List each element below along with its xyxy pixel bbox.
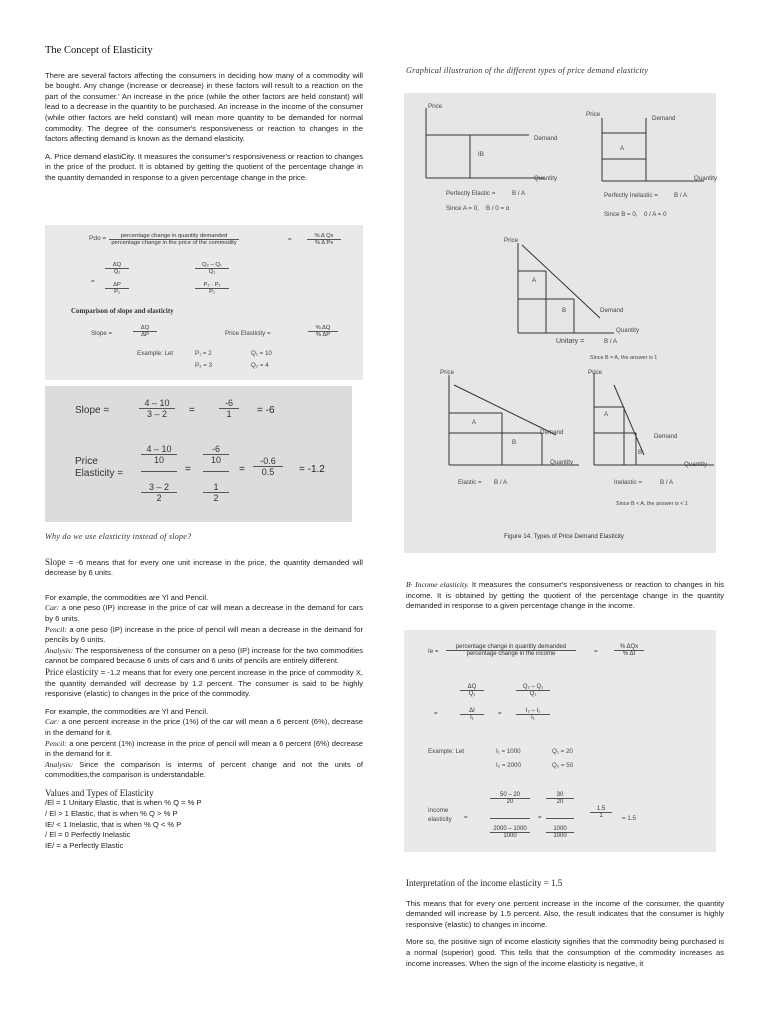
- interpretation-1: This means that for every one percent increase in the income of the consumer, the quantity demanded will increase by 1.5 percent. Also, the result indicates that the consumer is highly responsive (elastic) to changes in income.: [406, 898, 724, 929]
- pe-demand-label: Demand: [534, 135, 558, 142]
- pe-a-num: 4 – 10: [141, 444, 177, 455]
- analysis-2-lead: Analysis:: [45, 759, 74, 769]
- why-heading: Why do we use elasticity instead of slope?: [45, 532, 192, 541]
- pe-label: Price Elasticity =: [225, 330, 271, 337]
- pdo-denominator: percentage change in the price of the commodity: [111, 240, 237, 246]
- q1b: Q₁: [208, 269, 216, 275]
- analysis-2-text: Since the comparison is interms of percent change and not the units of commodities,the comparison is understandable.: [45, 759, 363, 780]
- ie-i1-value: I₁ = 1000: [496, 748, 521, 755]
- since-b-zero-eq: 0 / A = 0: [644, 211, 667, 218]
- in-b-label: B: [638, 449, 643, 456]
- el-a-label: A: [472, 419, 477, 426]
- pi-a-label: A: [620, 145, 625, 152]
- income-definition: [406, 580, 724, 612]
- di-over-i1: [460, 708, 484, 721]
- dp: ΔP: [105, 282, 129, 289]
- elastic-frac: B / A: [494, 479, 508, 486]
- ie-a-den: 20: [506, 799, 514, 805]
- pe-d-den: 2: [213, 493, 219, 503]
- unitary-label: Unitary =: [556, 338, 585, 345]
- car-1-text: a one peso (IP) increase in the price of car will mean a decrease in the demand for cars by 6 units.: [45, 603, 363, 623]
- ie-ratio-den: % ΔI: [622, 651, 636, 657]
- graph-heading: Graphical illustration of the different types of price demand elasticity: [406, 66, 649, 75]
- car-2: [45, 717, 363, 738]
- ie-c-num: 30: [546, 792, 574, 799]
- pdo-label: Pdo =: [89, 235, 107, 242]
- ie-eq-2: =: [434, 710, 438, 717]
- ie-ratio: [614, 644, 644, 657]
- perfectly-elastic-label: Perfectly Elastic =: [446, 190, 496, 197]
- ie-eq-3: =: [498, 710, 502, 717]
- since-a-zero-eq: B / 0 = α: [486, 205, 510, 212]
- ie-i-diff: [516, 708, 550, 721]
- since-b-a: Since B = A, the answer is 1: [590, 355, 658, 361]
- graph-lines: [426, 108, 714, 465]
- interpretation-heading: Interpretation of the income elasticity = 1.5: [406, 878, 563, 888]
- interpretation-2: More so, the positive sign of income elasticity signifies that the commodity being purchased is a normal (superior) good. This tells that the consumption of the commodity increases as income increases. When the sign of the income elasticity is negative, it: [406, 937, 724, 968]
- price-elasticity-definition: A. Price demand elastiCity. It measures the consumer's responsiveness or reaction to changes in the price of the product. It is obtained by getting the quotient of the percentage change in the quantity demanded in response to a given percentage change in the price.: [45, 151, 363, 182]
- ratio-den: % Δ Px: [314, 240, 334, 246]
- income-def-text: It measures the consumer's responsiveness or reaction to changes in his income. It is obtained by getting the quotient of the percentage change in the quantity demanded in response to a given percentage change in the income.: [406, 580, 725, 611]
- slope-fraction: [133, 325, 157, 338]
- un-a-label: A: [532, 277, 537, 284]
- perfectly-inelastic-frac: B / A: [674, 192, 688, 199]
- slope-label: Slope =: [91, 330, 113, 337]
- pe-lead: Price elasticity: [45, 666, 99, 677]
- perfectly-elastic-frac: B / A: [512, 190, 526, 197]
- ratio-num: % Δ Qx: [307, 233, 341, 240]
- un-quantity-label: Quantity: [616, 327, 640, 334]
- ie-ratio-num: % ΔQx: [614, 644, 644, 651]
- pe-main-bar-left: [141, 471, 177, 472]
- pe-main-bar-mid: [203, 471, 229, 472]
- car-2-lead: Car:: [45, 717, 60, 727]
- analysis-2: [45, 760, 363, 781]
- ie-c-frac: [546, 792, 574, 805]
- ie-d-den: 1000: [553, 833, 567, 839]
- in-demand-label: Demand: [654, 433, 678, 440]
- ie-a-num: 50 – 20: [490, 792, 530, 799]
- ie-eq-5: =: [538, 814, 542, 821]
- m6-num: -6: [219, 398, 239, 409]
- equals-sign-2: =: [91, 278, 95, 285]
- income-elasticity-formula-image: [404, 630, 716, 852]
- ie-label-2: elasticity: [428, 816, 452, 823]
- ie-b-den: 1000: [503, 833, 517, 839]
- slope-text: = -6 means that for every one unit increase in the price, the quantity demanded will decrease by 6 units.: [45, 557, 363, 578]
- values-heading: Values and Types of Elasticity: [45, 787, 154, 798]
- m6-frac: [219, 398, 239, 419]
- p1: P₁: [114, 289, 120, 295]
- ie-num: percentage change in quantity demanded: [446, 644, 576, 651]
- example-2: For example, the commodities are Yl and Pencil.: [45, 706, 209, 716]
- analysis-1-text: The responsiveness of the consumer on a peso (IP) increase for the two commodities cannot be compared because 6 units of cars and 6 units of pencils are entirely different.: [45, 645, 363, 666]
- p2-value: P₂ = 3: [195, 362, 213, 369]
- qdiff: Q₂ – Q₁: [195, 262, 229, 269]
- slope-lead: Slope: [45, 556, 66, 567]
- el-price-label: Price: [440, 369, 455, 376]
- inelastic-frac: B / A: [660, 479, 674, 486]
- price-elasticity-formula-image: [45, 225, 363, 380]
- pe-b-den: 2: [156, 493, 162, 503]
- slope-result: = -6: [257, 405, 275, 416]
- in-a-label: A: [604, 411, 609, 418]
- pe-fraction: [308, 325, 338, 338]
- pe-price-label: Price: [428, 103, 443, 110]
- pe-b-num: 3 – 2: [141, 482, 177, 493]
- pencil-2-text: a one percent (1%) increase in the price of pencil will mean a 6 percent (6%) decrease in the demand for it.: [45, 738, 363, 759]
- slope-calc-frac: [139, 398, 175, 419]
- ie-a-frac: [490, 792, 530, 805]
- ie-b-num: 2000 – 1000: [490, 826, 530, 833]
- pe-a-frac: [141, 444, 177, 465]
- ie-q1: Q₁: [468, 691, 476, 697]
- s-num: ΔQ: [133, 325, 157, 332]
- ie-q1-value: Q₁ = 20: [552, 748, 573, 755]
- un-price-label: Price: [504, 237, 519, 244]
- p1b: P₁: [209, 289, 215, 295]
- ie-q1b: Q₁: [529, 691, 537, 697]
- pe-calc-label-1: Price: [75, 456, 98, 467]
- left-column-lower: [45, 532, 363, 851]
- ie-label-1: Income: [428, 807, 449, 814]
- pe-ib-label: IB: [478, 151, 484, 158]
- ie-fraction: [446, 644, 576, 657]
- type-item: /El = 1 Unitary Elastic, that is when % Q = % P: [45, 798, 202, 808]
- in-demand-line: [614, 385, 644, 455]
- ie-i1b: I₁: [531, 715, 535, 721]
- pe-c-den: 10: [210, 455, 221, 465]
- type-item: IE/ = a Perfectly Elastic: [45, 840, 124, 850]
- slope-calc-label: Slope =: [75, 405, 110, 416]
- interpretation-section: [406, 878, 724, 969]
- slope-eq: =: [189, 405, 195, 416]
- pe-den: % ΔP: [315, 332, 331, 338]
- perfectly-inelastic-label: Perfectly Inelastic =: [604, 192, 658, 199]
- pi-quantity-label: Quantity: [694, 175, 718, 182]
- dq-over-q1: [460, 684, 484, 697]
- dp-over-p: [105, 282, 129, 295]
- pe-num: % ΔQ: [308, 325, 338, 332]
- ie-e-den: 1: [599, 813, 603, 819]
- pencil-1-lead: Pencil:: [45, 624, 67, 634]
- el-demand-line: [454, 385, 556, 435]
- elastic-label: Elastic =: [458, 479, 482, 486]
- pi-price-label: Price: [586, 111, 601, 118]
- analysis-1-lead: Analysis:: [45, 645, 74, 655]
- pi-demand-label: Demand: [652, 115, 676, 122]
- p-diff: [195, 282, 229, 295]
- ie-di: ΔI: [460, 708, 484, 715]
- ie-b-frac: [490, 826, 530, 839]
- el-quantity-label: Quantity: [550, 459, 574, 466]
- car-2-text: a one percent increase in the price (1%) of the car will mean a 6 percent (6%), decrease in the demand for it.: [45, 717, 363, 737]
- ie-eq: =: [594, 648, 598, 655]
- ie-e-frac: [590, 806, 612, 819]
- pe-text: = -1.2 means that for every one percent increase in the price of commodity X, the quantity demanded will decrease by 1.2 percent. The consumer is said to be highly responsive (elastic) to changes in the price of the commodity.: [45, 667, 364, 699]
- comparison-heading: Comparison of slope and elasticity: [71, 307, 174, 315]
- pe-e-num: -0.6: [253, 456, 283, 467]
- type-item: / El > 1 Elastic, that is when % Q > % P: [45, 809, 178, 819]
- q1-value: Q₁ = 10: [251, 350, 272, 357]
- ie-e-num: 1.5: [590, 806, 612, 813]
- slope-calc-den: 3 – 2: [146, 409, 168, 419]
- pe-a-den: 10: [153, 455, 164, 465]
- m6-den: 1: [226, 409, 232, 419]
- since-b-zero: Since B = 0,: [604, 211, 638, 218]
- unitary-frac: B / A: [604, 338, 618, 345]
- analysis-1: [45, 646, 363, 667]
- pdo-numerator: percentage change in quantity demanded: [109, 233, 239, 240]
- pe-d-num: 1: [203, 482, 229, 493]
- example-1: For example, the commodities are Yl and Pencil.: [45, 592, 209, 602]
- pencil-2-lead: Pencil:: [45, 738, 67, 748]
- slope-vs-elasticity-calc-image: [45, 386, 352, 522]
- ie-q-diff: [516, 684, 550, 697]
- un-demand-label: Demand: [600, 307, 624, 314]
- income-elasticity-label: [428, 806, 452, 824]
- inelastic-label: Inelastic =: [614, 479, 643, 486]
- pe-c-frac: [203, 444, 229, 465]
- since-a-zero: Since A = 0,: [446, 205, 479, 212]
- figure-caption: Figure 14. Types of Price Demand Elasticity: [504, 533, 624, 540]
- in-quantity-label: Quantity: [684, 461, 708, 468]
- page-title: The Concept of Elasticity: [45, 45, 153, 56]
- pe-e-frac: [253, 456, 283, 477]
- pencil-2: [45, 739, 363, 760]
- el-demand-label: Demand: [540, 429, 564, 436]
- car-1: [45, 603, 363, 624]
- pencil-1-text: a one peso (IP) increase in the price of pencil will mean a decrease in the demand for pencils by 6 units.: [45, 624, 363, 645]
- q-diff: [195, 262, 229, 275]
- pe-calc-label: [75, 456, 123, 480]
- un-b-label: B: [562, 307, 567, 314]
- income-section: [406, 580, 724, 612]
- q2-value: Q₂ = 4: [251, 362, 269, 369]
- slope-explanation: [45, 557, 363, 579]
- pe-c-num: -6: [203, 444, 229, 455]
- ie-example: Example: Let: [428, 748, 465, 755]
- ie-main-bar-mid: [546, 818, 574, 819]
- slope-calc-num: 4 – 10: [139, 398, 175, 409]
- dq-over-q: [105, 262, 129, 275]
- ie-d-frac: [546, 826, 574, 839]
- pe-result: = -1.2: [299, 464, 325, 475]
- q1: Q₁: [113, 269, 121, 275]
- ie-eq-4: =: [464, 814, 468, 821]
- ie-main-bar-left: [490, 818, 530, 819]
- s-den: ΔP: [141, 332, 149, 338]
- pencil-1: [45, 625, 363, 646]
- p1-value: P₁ = 2: [195, 350, 212, 357]
- ie-i1: I₁: [470, 715, 474, 721]
- pdo-fraction: [109, 233, 239, 246]
- pe-eq-2: =: [239, 464, 245, 475]
- ie-qd: Q₂ – Q₁: [516, 684, 550, 691]
- ie-c-den: 20: [556, 799, 564, 805]
- ie-den: percentage change in the income: [466, 651, 556, 657]
- since-b-less-a: Since B < A, the answer is < 1: [616, 501, 688, 507]
- car-1-lead: Car:: [45, 603, 60, 613]
- left-column: [45, 46, 363, 184]
- pe-d-frac: [203, 482, 229, 503]
- elasticity-graphs-image: [404, 93, 716, 553]
- in-price-label: Price: [588, 369, 603, 376]
- ie-result: = 1.5: [622, 815, 636, 822]
- equals-sign: =: [288, 236, 292, 243]
- type-item: / El = 0 Perfectly Inelastic: [45, 830, 131, 840]
- ie-dq: ΔQ: [460, 684, 484, 691]
- pdiff: P₂ · P₁: [195, 282, 229, 289]
- income-lead: B· Income elasticity.: [406, 580, 470, 589]
- ie-q2-value: Q₂ = 50: [552, 762, 574, 769]
- pdo-ratio: [307, 233, 341, 246]
- ie-i2-value: I₂ = 2000: [496, 762, 521, 769]
- example-label: Example: Let: [137, 350, 174, 357]
- ie-id: I₂ – I₁: [516, 708, 550, 715]
- ie-d-num: 1000: [546, 826, 574, 833]
- pe-b-frac: [141, 482, 177, 503]
- intro-paragraph: There are several factors affecting the consumers in deciding how many of a commodity will be bought. Any change (increase or decrease) in these factors will result to a reaction on the part of the consumer.' An increase in the price (while the other factors are held constant) will lead to a decrease in the quantity to be purchased. An increase in the income of the consumer (while other factors are held constant) will mean more quantity to be demanded for normal commodity. The degree of the consumer's responsiveness or reaction to changes in the factors affecting demand is known as the demand elasticity.: [45, 70, 363, 144]
- el-b-label: B: [512, 439, 517, 446]
- dq: ΔQ: [105, 262, 129, 269]
- pe-eq-1: =: [185, 464, 191, 475]
- ie-label: Ie =: [428, 648, 439, 655]
- pe-quantity-label: Quantity: [534, 175, 558, 182]
- pe-explanation: [45, 667, 363, 700]
- types-list: [45, 798, 363, 851]
- pe-calc-label-2: Elasticity =: [75, 468, 124, 479]
- type-item: IE/ < 1 Inelastic, that is when % Q < % P: [45, 819, 182, 829]
- pe-e-den: 0.5: [261, 467, 275, 477]
